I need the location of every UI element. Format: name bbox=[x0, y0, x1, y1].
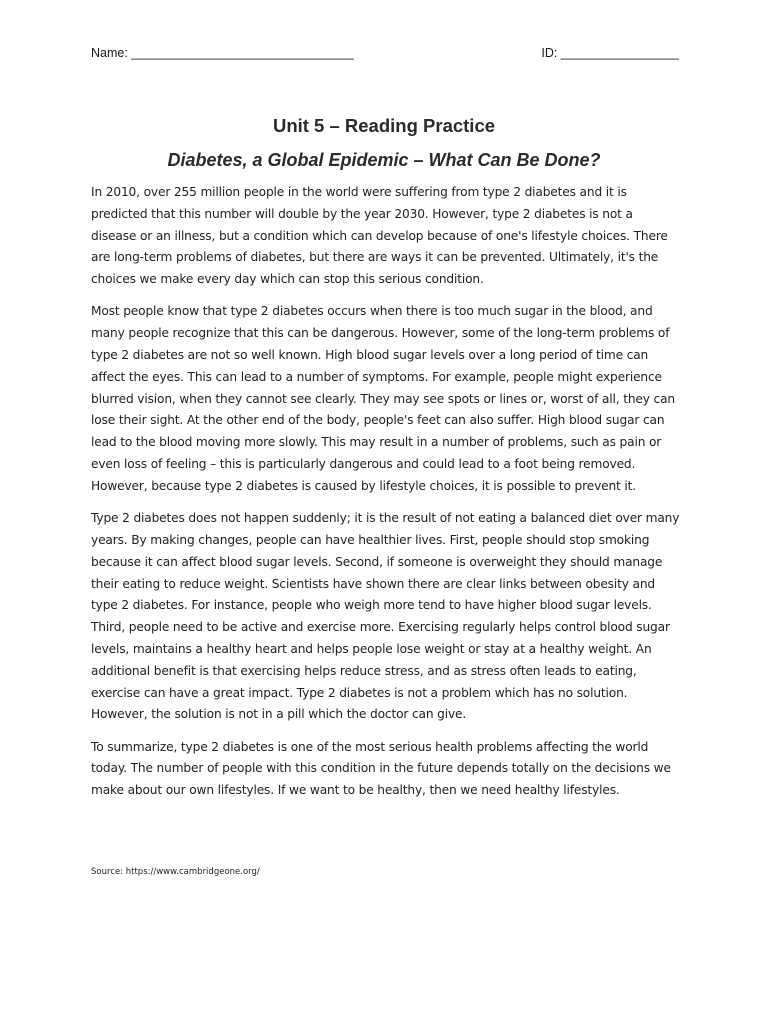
name-field[interactable]: Name: ________________________________ bbox=[91, 46, 354, 60]
paragraph-4: To summarize, type 2 diabetes is one of the most serious health problems affecting the world today. The number of people with this condition in the future depends totally on the decisions we make about our own lifestyles. If we want to be healthy, then we need healthy lifestyles. bbox=[91, 739, 671, 798]
page-title: Unit 5 – Reading Practice bbox=[272, 115, 496, 136]
id-field[interactable]: ID: _________________ bbox=[541, 46, 679, 60]
paragraph-2: Most people know that type 2 diabetes occurs when there is too much sugar in the blood, and many people recognize that this can be dangerous. However, some of the long-term problems of type 2 diabetes are not so well known. High blood sugar levels over a long period of time can affect the eyes. This can lead to a number of symptoms. For example, people might experience blurred vision, when they cannot see clearly. They may see spots or lines or, worst of all, they can lose their sight. At the other end of the body, people's feet can also suffer. High blood sugar can lead to the blood moving more slowly. This may result in a number of problems, such as pain or even loss of feeling – this is particularly dangerous and could lead to a foot being removed. However, because type 2 diabetes is caused by lifestyle choices, it is possible to prevent it. bbox=[91, 304, 676, 493]
paragraph-1: In 2010, over 255 million people in the world were suffering from type 2 diabetes and it is predicted that this number will double by the year 2030. However, type 2 diabetes is not a disease or an illness, but a condition which can develop because of one's lifestyle choices. There are long-term problems of diabetes, but there are ways it can be prevented. Ultimately, it's the choices we make every day which can stop this serious condition. bbox=[91, 185, 668, 287]
article-body bbox=[91, 182, 681, 813]
source-citation: Source: https://www.cambridgeone.org/ bbox=[91, 867, 260, 877]
article-title: Diabetes, a Global Epidemic – What Can Be Done? bbox=[167, 150, 601, 170]
student-info-header bbox=[91, 46, 681, 66]
paragraph-3: Type 2 diabetes does not happen suddenly; it is the result of not eating a balanced diet over many years. By making changes, people can have healthier lives. First, people should stop smoking because it can affect blood sugar levels. Second, if someone is overweight they should manage their eating to reduce weight. Scientists have shown there are clear links between obesity and type 2 diabetes. For instance, people who weigh more tend to have higher blood sugar levels. Third, people need to be active and exercise more. Exercising regularly helps control blood sugar levels, maintains a healthy heart and helps people lose weight or stay at a healthy weight. An additional benefit is that exercising helps reduce stress, and as stress often leads to eating, exercise can have a great impact. Type 2 diabetes is not a problem which has no solution. However, the solution is not in a pill which the doctor can give. bbox=[91, 511, 680, 722]
